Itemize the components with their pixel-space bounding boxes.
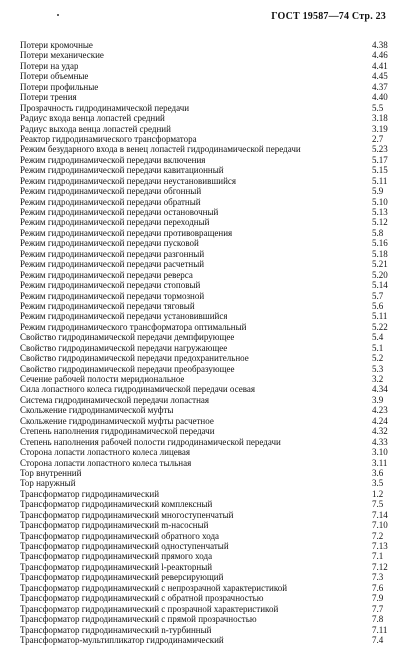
index-entry <box>20 499 390 509</box>
index-entry <box>20 468 390 478</box>
index-entry <box>20 583 390 593</box>
entry-term: Трансформатор-мультипликатор гидродинамический <box>20 634 224 645</box>
entry-reference: 5.7 <box>372 290 384 301</box>
entry-term: Сторона лопасти лопастного колеса лицевая <box>20 447 191 458</box>
entry-reference: 4.33 <box>372 436 388 447</box>
entry-reference: 7.6 <box>372 582 384 593</box>
entry-reference: 5.14 <box>372 280 388 291</box>
index-entry <box>20 113 390 123</box>
index-entry <box>20 228 390 238</box>
entry-term: Режим гидродинамической передачи тяговый <box>20 300 195 311</box>
entry-reference: 7.12 <box>372 561 388 572</box>
index-entry <box>20 614 390 624</box>
entry-term: Сечение рабочей полости меридиональное <box>20 374 185 384</box>
entry-reference: 3.9 <box>372 394 384 405</box>
entry-term: Потери кромочные <box>20 40 93 50</box>
index-entry <box>20 40 390 50</box>
index-entry <box>20 82 390 92</box>
entry-term: Реактор гидродинамического трансформатора <box>20 133 197 144</box>
index-entry <box>20 71 390 81</box>
index-entry <box>20 510 390 520</box>
entry-term: Сила лопастного колеса гидродинамической передачи осевая <box>20 384 256 395</box>
index-entry <box>20 572 390 582</box>
entry-reference: 4.41 <box>372 60 388 71</box>
entry-reference: 7.10 <box>372 520 388 531</box>
index-entry <box>20 593 390 603</box>
index-entry <box>20 489 390 499</box>
entry-term: Трансформатор гидродинамический с обратной прозрачностью <box>20 593 264 604</box>
entry-reference: 5.5 <box>372 102 384 113</box>
entry-reference: 5.8 <box>372 227 384 238</box>
entry-term: Трансформатор гидродинамический n-турбинный <box>20 624 212 635</box>
index-entry <box>20 92 390 102</box>
index-entry <box>20 259 390 269</box>
index-entry <box>20 332 390 342</box>
entry-term: Режим гидродинамической передачи кавитационный <box>20 165 224 176</box>
index-list <box>20 40 390 645</box>
entry-reference: 5.12 <box>372 217 388 228</box>
entry-term: Тор наружный <box>20 478 76 489</box>
entry-reference: 5.11 <box>372 175 388 186</box>
index-entry <box>20 426 390 436</box>
index-entry <box>20 280 390 290</box>
entry-reference: 3.19 <box>372 123 388 134</box>
entry-reference: 5.3 <box>372 363 384 374</box>
index-entry <box>20 155 390 165</box>
entry-reference: 5.9 <box>372 186 384 197</box>
entry-reference: 4.38 <box>372 40 388 50</box>
entry-reference: 4.23 <box>372 405 388 416</box>
index-entry <box>20 176 390 186</box>
entry-term: Режим гидродинамической передачи неустановившийся <box>20 175 237 186</box>
entry-reference: 7.1 <box>372 551 384 562</box>
entry-term: Режим гидродинамической передачи стоповый <box>20 280 201 291</box>
index-entry <box>20 249 390 259</box>
page-header: ГОСТ 19587—74 Стр. 23 <box>271 11 386 22</box>
entry-term: Тор внутренний <box>20 467 82 478</box>
index-entry <box>20 520 390 530</box>
index-entry <box>20 217 390 227</box>
entry-term: Режим гидродинамической передачи установившийся <box>20 311 228 322</box>
entry-term: Трансформатор гидродинамический с прозрачной характеристикой <box>20 603 279 614</box>
index-entry <box>20 478 390 488</box>
entry-term: Режим гидродинамической передачи включения <box>20 154 206 165</box>
entry-reference: 5.15 <box>372 165 388 176</box>
entry-reference: 3.18 <box>372 113 388 124</box>
index-entry <box>20 384 390 394</box>
entry-term: Степень наполнения гидродинамической передачи <box>20 426 215 437</box>
index-entry <box>20 562 390 572</box>
index-entry <box>20 437 390 447</box>
entry-term: Скольжение гидродинамической муфты расчетное <box>20 415 214 426</box>
index-entry <box>20 551 390 561</box>
entry-term: Свойство гидродинамической передачи преобразующее <box>20 363 235 374</box>
entry-reference: 7.3 <box>372 572 384 583</box>
entry-reference: 5.23 <box>372 144 388 155</box>
index-entry <box>20 238 390 248</box>
entry-term: Скольжение гидродинамической муфты <box>20 405 174 416</box>
index-entry <box>20 343 390 353</box>
entry-reference: 1.2 <box>372 488 384 499</box>
entry-reference: 5.13 <box>372 207 388 217</box>
index-entry <box>20 50 390 60</box>
entry-term: Трансформатор гидродинамический с прямой прозрачностью <box>20 614 257 625</box>
entry-term: Режим гидродинамической передачи противовращения <box>20 227 233 238</box>
index-entry <box>20 103 390 113</box>
entry-reference: 4.45 <box>372 71 388 82</box>
entry-term: Система гидродинамической передачи лопастная <box>20 394 210 405</box>
entry-term: Трансформатор гидродинамический многоступенчатый <box>20 509 234 520</box>
entry-term: Режим гидродинамической передачи разгонный <box>20 248 205 259</box>
entry-reference: 5.22 <box>372 321 388 332</box>
entry-reference: 7.11 <box>372 624 388 635</box>
entry-term: Трансформатор гидродинамический комплексный <box>20 499 213 510</box>
index-entry <box>20 61 390 71</box>
index-entry <box>20 531 390 541</box>
entry-term: Потери объемные <box>20 71 89 82</box>
entry-term: Свойство гидродинамической передачи нагружающее <box>20 342 228 353</box>
entry-reference: 7.14 <box>372 509 388 520</box>
index-entry <box>20 395 390 405</box>
entry-reference: 3.10 <box>372 447 388 458</box>
entry-term: Сторона лопасти лопастного колеса тыльная <box>20 457 192 468</box>
entry-reference: 5.4 <box>372 332 384 343</box>
entry-reference: 5.11 <box>372 311 388 322</box>
entry-term: Потери профильные <box>20 81 99 92</box>
entry-reference: 5.1 <box>372 342 384 353</box>
index-entry <box>20 291 390 301</box>
index-entry <box>20 635 390 645</box>
entry-reference: 4.37 <box>372 81 388 92</box>
index-entry <box>20 311 390 321</box>
entry-term: Трансформатор гидродинамический прямого хода <box>20 551 213 562</box>
entry-term: Режим гидродинамической передачи тормозной <box>20 290 205 301</box>
entry-term: Режим гидродинамической передачи пусковой <box>20 238 199 249</box>
entry-reference: 5.18 <box>372 248 388 259</box>
index-entry <box>20 416 390 426</box>
entry-term: Трансформатор гидродинамический <box>20 488 160 499</box>
entry-term: Радиус входа венца лопастей средний <box>20 113 165 124</box>
entry-reference: 7.8 <box>372 614 384 625</box>
index-entry <box>20 165 390 175</box>
entry-reference: 7.13 <box>372 541 388 551</box>
entry-reference: 5.2 <box>372 353 384 364</box>
entry-reference: 5.10 <box>372 196 388 207</box>
index-entry <box>20 270 390 280</box>
entry-term: Режим гидродинамической передачи обгонный <box>20 186 202 197</box>
entry-term: Степень наполнения рабочей полости гидродинамической передачи <box>20 436 281 447</box>
entry-term: Режим безударного входа в венец лопастей гидродинамической передачи <box>20 144 301 155</box>
entry-reference: 3.11 <box>372 457 388 468</box>
index-entry <box>20 186 390 196</box>
entry-reference: 2.7 <box>372 133 384 144</box>
index-entry <box>20 134 390 144</box>
index-entry <box>20 197 390 207</box>
entry-reference: 7.4 <box>372 634 384 645</box>
entry-reference: 4.46 <box>372 50 388 61</box>
entry-reference: 3.5 <box>372 478 384 489</box>
entry-reference: 4.32 <box>372 426 388 437</box>
entry-reference: 5.21 <box>372 259 388 270</box>
entry-term: Трансформатор гидродинамический обратного хода <box>20 530 220 541</box>
entry-term: Прозрачность гидродинамической передачи <box>20 102 190 113</box>
entry-term: Потери на удар <box>20 60 79 71</box>
index-entry <box>20 124 390 134</box>
entry-reference: 4.24 <box>372 415 388 426</box>
entry-reference: 7.9 <box>372 593 384 604</box>
entry-term: Потери механические <box>20 50 104 61</box>
entry-reference: 7.5 <box>372 499 384 510</box>
entry-term: Радиус выхода венца лопастей средний <box>20 123 171 134</box>
index-entry <box>20 447 390 457</box>
entry-term: Трансформатор гидродинамический m-насосный <box>20 520 209 531</box>
index-entry <box>20 541 390 551</box>
entry-reference: 5.6 <box>372 300 384 311</box>
index-entry <box>20 207 390 217</box>
entry-reference: 7.2 <box>372 530 384 541</box>
entry-term: Режим гидродинамического трансформатора оптимальный <box>20 321 247 332</box>
entry-term: Трансформатор гидродинамический одноступенчатый <box>20 541 229 551</box>
index-entry <box>20 374 390 384</box>
entry-reference: 5.20 <box>372 269 388 280</box>
entry-reference: 3.6 <box>372 467 384 478</box>
index-entry <box>20 353 390 363</box>
index-entry <box>20 301 390 311</box>
index-entry <box>20 364 390 374</box>
index-entry <box>20 405 390 415</box>
index-entry <box>20 322 390 332</box>
entry-term: Режим гидродинамической передачи остановочный <box>20 207 219 217</box>
index-entry <box>20 144 390 154</box>
index-entry <box>20 604 390 614</box>
index-entry <box>20 458 390 468</box>
entry-term: Трансформатор гидродинамический с непрозрачной характеристикой <box>20 582 288 593</box>
entry-term: Режим гидродинамической передачи реверса <box>20 269 193 280</box>
entry-term: Трансформатор гидродинамический l-реакторный <box>20 561 213 572</box>
entry-term: Потери трения <box>20 92 77 103</box>
entry-term: Свойство гидродинамической передачи демпфирующее <box>20 332 235 343</box>
entry-term: Режим гидродинамической передачи расчетный <box>20 259 205 270</box>
index-entry <box>20 625 390 635</box>
entry-term: Режим гидродинамической передачи переходный <box>20 217 210 228</box>
entry-reference: 3.2 <box>372 374 384 384</box>
entry-reference: 5.16 <box>372 238 388 249</box>
entry-term: Свойство гидродинамической передачи предохранительное <box>20 353 249 364</box>
entry-reference: 4.34 <box>372 384 388 395</box>
entry-reference: 4.40 <box>372 92 388 103</box>
entry-term: Режим гидродинамической передачи обратный <box>20 196 201 207</box>
entry-reference: 5.17 <box>372 154 388 165</box>
entry-reference: 7.7 <box>372 603 384 614</box>
entry-term: Трансформатор гидродинамический реверсирующий <box>20 572 224 583</box>
